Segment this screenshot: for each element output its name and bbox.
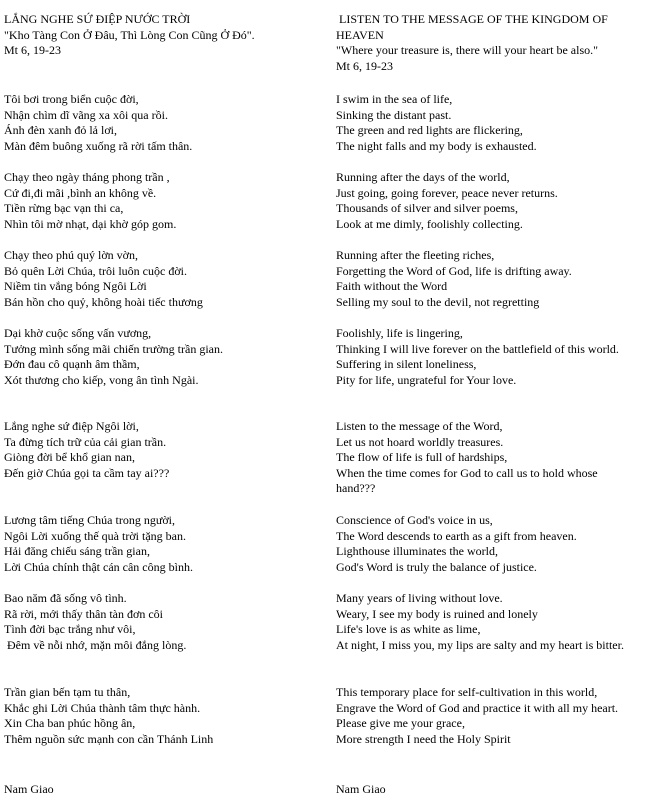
english-stanza bbox=[336, 419, 634, 497]
vietnamese-poem-line: Màn đêm buông xuống rã rời tấm thân. bbox=[4, 138, 193, 153]
english-poem-line: Look at me dimly, foolishly collecting. bbox=[336, 216, 523, 231]
vietnamese-stanza bbox=[4, 248, 324, 310]
english-poem-line: Suffering in silent loneliness, bbox=[336, 357, 477, 372]
vietnamese-poem-line: Tôi bơi trong biển cuộc đời, bbox=[4, 92, 139, 106]
english-reference: Mt 6, 19-23 bbox=[336, 58, 393, 73]
english-poem-line: The Word descends to earth as a gift from heaven. bbox=[336, 528, 577, 543]
vietnamese-quote: "Kho Tàng Con Ở Đâu, Thì Lòng Con Cũng Ở Đó". bbox=[4, 27, 255, 42]
english-poem-line: Just going, going forever, peace never returns. bbox=[336, 185, 558, 200]
english-poem-line: Thousands of silver and silver poems, bbox=[336, 201, 518, 216]
english-poem-line: Conscience of God's voice in us, bbox=[336, 513, 493, 527]
english-poem-line: Running after the fleeting riches, bbox=[336, 248, 495, 262]
vietnamese-stanza bbox=[4, 513, 324, 575]
english-poem-line: Weary, I see my body is ruined and lonely bbox=[336, 606, 538, 621]
vietnamese-poem-line: Lời Chúa chính thật cán cân công bình. bbox=[4, 559, 193, 574]
vietnamese-title: LẮNG NGHE SỨ ĐIỆP NƯỚC TRỜI bbox=[4, 12, 191, 26]
english-poem-line: More strength I need the Holy Spirit bbox=[336, 731, 511, 746]
english-poem-line: Foolishly, life is lingering, bbox=[336, 326, 463, 340]
vietnamese-poem-line: Dại khờ cuộc sống vấn vương, bbox=[4, 326, 152, 340]
english-poem-line: When the time comes for God to call us to hold whose hand??? bbox=[336, 465, 601, 496]
english-poem-line: Pity for life, ungrateful for Your love. bbox=[336, 372, 517, 387]
english-stanza bbox=[336, 685, 634, 747]
english-stanza bbox=[336, 248, 634, 310]
vietnamese-poem-line: Lắng nghe sứ điệp Ngôi lời, bbox=[4, 419, 139, 433]
english-poem-line: Selling my soul to the devil, not regretting bbox=[336, 294, 540, 309]
english-poem-line: Forgetting the Word of God, life is drifting away. bbox=[336, 263, 572, 278]
vietnamese-poem-line: Bỏ quên Lời Chúa, trôi luôn cuộc đời. bbox=[4, 263, 187, 278]
english-poem-line: The green and red lights are flickering, bbox=[336, 123, 523, 138]
english-poem-line: Engrave the Word of God and practice it with all my heart. bbox=[336, 700, 619, 715]
english-poem-line: The night falls and my body is exhausted. bbox=[336, 138, 537, 153]
english-poem-line: Thinking I will live forever on the battlefield of this world. bbox=[336, 341, 619, 356]
english-stanza bbox=[336, 92, 634, 154]
vietnamese-poem-line: Nhận chìm dĩ vãng xa xôi qua rồi. bbox=[4, 107, 168, 122]
vietnamese-poem-line: Tưởng mình sống mãi chiến trường trần gian. bbox=[4, 341, 223, 356]
vietnamese-reference: Mt 6, 19-23 bbox=[4, 43, 61, 58]
english-poem-line: Running after the days of the world, bbox=[336, 170, 510, 184]
english-column bbox=[336, 12, 634, 746]
vietnamese-poem-line: Đến giờ Chúa gọi ta cầm tay ai??? bbox=[4, 465, 170, 480]
vietnamese-author: Nam Giao bbox=[4, 782, 54, 796]
vietnamese-poem-line: Ta đừng tích trữ của cải gian trần. bbox=[4, 434, 167, 449]
english-poem-line: Please give me your grace, bbox=[336, 716, 465, 731]
vietnamese-poem-line: Xin Cha ban phúc hồng ân, bbox=[4, 716, 136, 731]
english-stanza bbox=[336, 591, 634, 653]
vietnamese-poem-line: Niềm tin vắng bóng Ngôi Lời bbox=[4, 279, 147, 294]
vietnamese-poem-line: Tiền rừng bạc vạn thi ca, bbox=[4, 201, 124, 216]
english-poem-line: Sinking the distant past. bbox=[336, 107, 452, 122]
english-poem-line: God's Word is truly the balance of justice. bbox=[336, 559, 537, 574]
english-poem-line: Many years of living without love. bbox=[336, 591, 503, 605]
english-poem-line: At night, I miss you, my lips are salty and my heart is bitter. bbox=[336, 637, 624, 652]
vietnamese-poem-line: Thêm nguồn sức mạnh con cần Thánh Linh bbox=[4, 731, 214, 746]
vietnamese-stanza bbox=[4, 685, 324, 747]
vietnamese-stanza bbox=[4, 92, 324, 154]
vietnamese-poem-line: Bao năm đã sống vô tình. bbox=[4, 591, 127, 605]
vietnamese-poem-line: Hải đăng chiếu sáng trần gian, bbox=[4, 544, 150, 559]
vietnamese-poem-line: Lương tâm tiếng Chúa trong người, bbox=[4, 513, 176, 527]
english-poem-line: I swim in the sea of life, bbox=[336, 92, 453, 106]
english-poem-line: This temporary place for self-cultivation in this world, bbox=[336, 685, 598, 699]
vietnamese-stanza bbox=[4, 170, 324, 232]
vietnamese-column bbox=[4, 12, 324, 746]
vietnamese-poem-line: Đớn đau cô quạnh âm thầm, bbox=[4, 357, 140, 372]
english-stanza bbox=[336, 170, 634, 232]
vietnamese-poem-line: Nhìn tôi mờ nhạt, dại khờ góp gom. bbox=[4, 216, 177, 231]
vietnamese-poem-line: Cứ đi,đi mãi ,bình an không về. bbox=[4, 185, 157, 200]
vietnamese-poem-line: Trần gian bến tạm tu thân, bbox=[4, 685, 131, 699]
vietnamese-poem-line: Giòng đời bể khổ gian nan, bbox=[4, 450, 135, 465]
vietnamese-poem-line: Chạy theo ngày tháng phong trần , bbox=[4, 170, 170, 184]
english-poem-line: The flow of life is full of hardships, bbox=[336, 450, 508, 465]
english-stanza bbox=[336, 513, 634, 575]
vietnamese-stanza bbox=[4, 591, 324, 653]
english-poem-line: Lighthouse illuminates the world, bbox=[336, 544, 498, 559]
vietnamese-poem-line: Bán hồn cho quỷ, không hoài tiếc thương bbox=[4, 294, 203, 309]
english-author: Nam Giao bbox=[336, 782, 386, 796]
english-poem-line: Faith without the Word bbox=[336, 279, 448, 294]
vietnamese-poem-line: Khắc ghi Lời Chúa thành tâm thực hành. bbox=[4, 700, 201, 715]
vietnamese-stanza bbox=[4, 419, 324, 481]
english-quote: "Where your treasure is, there will your heart be also." bbox=[336, 43, 599, 58]
vietnamese-poem-line: Xót thương cho kiếp, vong ân tình Ngài. bbox=[4, 372, 199, 387]
vietnamese-poem-line: Ngôi Lời xuống thế quà trời tặng ban. bbox=[4, 528, 186, 543]
vietnamese-poem-line: Tình đời bạc trắng như vôi, bbox=[4, 622, 136, 637]
english-poem-line: Life's love is as white as lime, bbox=[336, 622, 481, 637]
english-stanza bbox=[336, 326, 634, 388]
vietnamese-poem-line: Đêm về nỗi nhớ, mặn môi đắng lòng. bbox=[4, 637, 187, 652]
english-poem-line: Listen to the message of the Word, bbox=[336, 419, 503, 433]
english-poem-line: Let us not hoard worldly treasures. bbox=[336, 434, 504, 449]
vietnamese-poem-line: Chạy theo phú quý lờn vờn, bbox=[4, 248, 139, 262]
vietnamese-poem-line: Ánh đèn xanh đỏ lả lơi, bbox=[4, 123, 117, 138]
vietnamese-stanza bbox=[4, 326, 324, 388]
english-title: LISTEN TO THE MESSAGE OF THE KINGDOM OF HEAVEN bbox=[336, 12, 611, 42]
vietnamese-poem-line: Rã rời, mới thấy thân tàn đơn côi bbox=[4, 606, 164, 621]
